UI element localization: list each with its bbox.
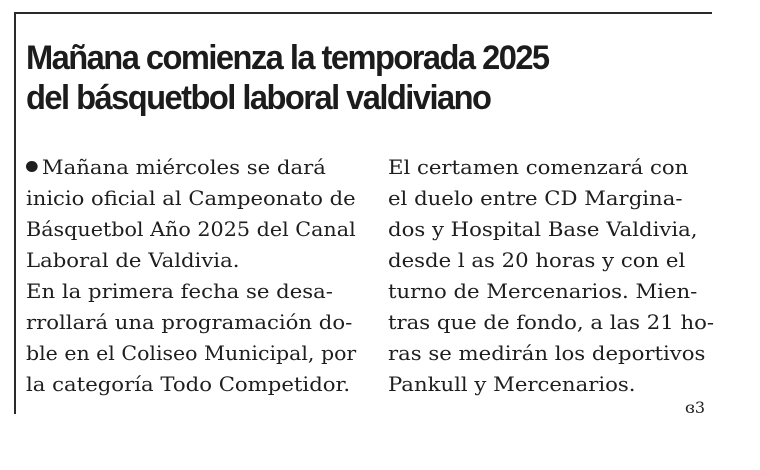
body-line: ras se medirán los deportivos xyxy=(388,341,706,365)
body-line: el duelo entre CD Margina- xyxy=(388,186,683,210)
top-rule xyxy=(14,12,712,14)
body-line: desde l as 20 horas y con el xyxy=(388,248,686,272)
body-line: Pankull y Mercenarios. xyxy=(388,372,636,396)
body-line: El certamen comenzará con xyxy=(388,155,689,179)
body-line: tras que de fondo, a las 21 ho- xyxy=(388,310,715,334)
body-line: Laboral de Valdivia. xyxy=(26,248,240,272)
left-column-rule xyxy=(14,14,16,414)
body-line-text: Mañana miércoles se dará xyxy=(41,155,326,179)
headline-line: del básquetbol laboral valdiviano xyxy=(26,79,491,117)
body-line xyxy=(26,152,376,183)
headline-line: Mañana comienza la temporada 2025 xyxy=(26,39,549,77)
body-line: turno de Mercenarios. Mien- xyxy=(388,279,698,303)
article-column-left xyxy=(26,152,356,400)
body-line: inicio oficial al Campeonato de xyxy=(26,186,356,210)
body-line: Básquetbol Año 2025 del Canal xyxy=(26,217,356,241)
body-line: ble en el Coliseo Municipal, por xyxy=(26,341,357,365)
body-line: En la primera fecha se desa- xyxy=(26,279,333,303)
body-line: rrollará una programación do- xyxy=(26,310,353,334)
article-headline xyxy=(26,38,688,118)
end-of-article-mark: ɞ3 xyxy=(685,398,705,417)
body-line: dos y Hospital Base Valdivia, xyxy=(388,217,698,241)
bullet-icon xyxy=(26,161,38,172)
article-column-right xyxy=(388,152,718,400)
body-line: la categoría Todo Competidor. xyxy=(26,372,351,396)
